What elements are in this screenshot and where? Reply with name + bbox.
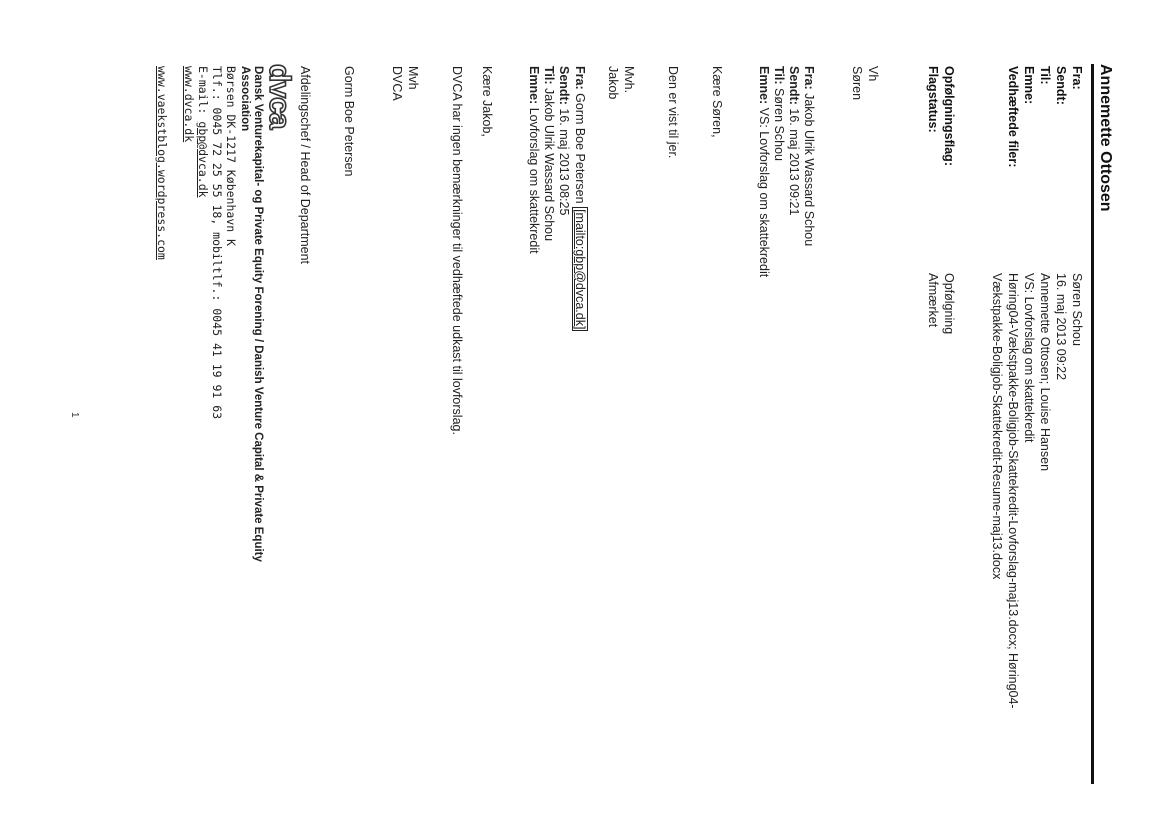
subject-label: Emne: [1022,66,1036,105]
email3-org-short: DVCA [390,66,404,101]
email3-mailto-link[interactable]: [mailto:gbp@dvca.dk] [573,209,587,330]
page-title: Annemette Ottosen [1097,64,1114,212]
subject-value: VS: Lovforslag om skattekredit [1022,273,1036,443]
page-number: 1 [69,412,80,418]
email3-to-line: Til: Jakob Ulrik Wassard Schou [542,66,556,242]
signature-blog-link[interactable]: www.vaekstblog.wordpress.com [155,66,169,260]
dvca-logo: dvca [263,64,296,129]
email3-from-line: Fra: Gorm Boe Petersen [mailto:gbp@dvca.dk] [573,66,587,330]
from-label: Fra: [1070,66,1084,90]
flag-status-value: Afmærket [926,273,940,328]
email2-name: Jakob [606,66,620,100]
signature-org-line-2: Association [239,66,251,132]
sent-label: Sendt: [1054,66,1068,105]
email3-subject-line: Emne: Lovforslag om skattekredit [527,66,541,254]
signature-phone: Tlf.: 0045 72 25 55 18, mobiltlf.: 0045 41 19 91 63 [210,66,224,420]
email2-sent-line: Sendt: 16. maj 2013 09:21 [787,66,801,216]
sent-value: 16. maj 2013 09:22 [1054,273,1068,381]
attachments-value-line-1: Høring04-Vækstpakke-Boligjob-Skattekredit-Lovforslag-maj13.docx; Høring04- [1006,273,1020,709]
email2-signoff: Mvh. [622,66,636,94]
signature-title: Afdelingschef / Head of Department [298,66,312,265]
signature-address: Børsen DK-1217 København K [224,66,238,247]
signature-email-line: E-mail: gbp@dvca.dk [196,66,210,198]
email2-from-line: Fra: Jakob Ulrik Wassard Schou [802,66,816,247]
email2-subject-line: Emne: VS: Lovforslag om skattekredit [757,66,771,278]
signature-email-link[interactable]: gbp@dvca.dk [196,121,210,198]
signature-web-link[interactable]: www.dvca.dk [182,66,196,143]
to-label: Til: [1038,66,1052,85]
email3-sent-line: Sendt: 16. maj 2013 08:25 [557,66,571,216]
email1-signoff: Vh [866,66,880,82]
email2-body: Den er vist til jer. [666,66,680,159]
to-value: Annemette Ottosen; Louise Hansen [1038,273,1052,472]
email2-greeting: Kære Søren, [710,66,724,138]
followup-label: Opfølgningsflag: [942,66,956,166]
signature-name: Gorm Boe Petersen [342,66,356,177]
header-rule [1091,64,1094,784]
email1-name: Søren [850,66,864,101]
from-value: Søren Schou [1070,273,1084,346]
email3-signoff: Mvh [406,66,420,90]
attachments-value-line-2: Vækstpakke-Boligjob-Skattekredit-Resume-maj13.docx [990,273,1004,580]
email3-greeting: Kære Jakob, [480,66,494,137]
signature-org-line-1: Dansk Venturekapital- og Private Equity Forening / Danish Venture Capital & Private Equity [252,66,264,562]
email3-body: DVCA har ingen bemærkninger til vedhæftede udkast til lovforslag. [450,66,464,435]
attachments-label: Vedhæftede filer: [1006,66,1020,168]
flag-status-label: Flagstatus: [926,66,940,133]
email2-to-line: Til: Søren Schou [772,66,786,161]
followup-value: Opfølgning [942,273,956,335]
